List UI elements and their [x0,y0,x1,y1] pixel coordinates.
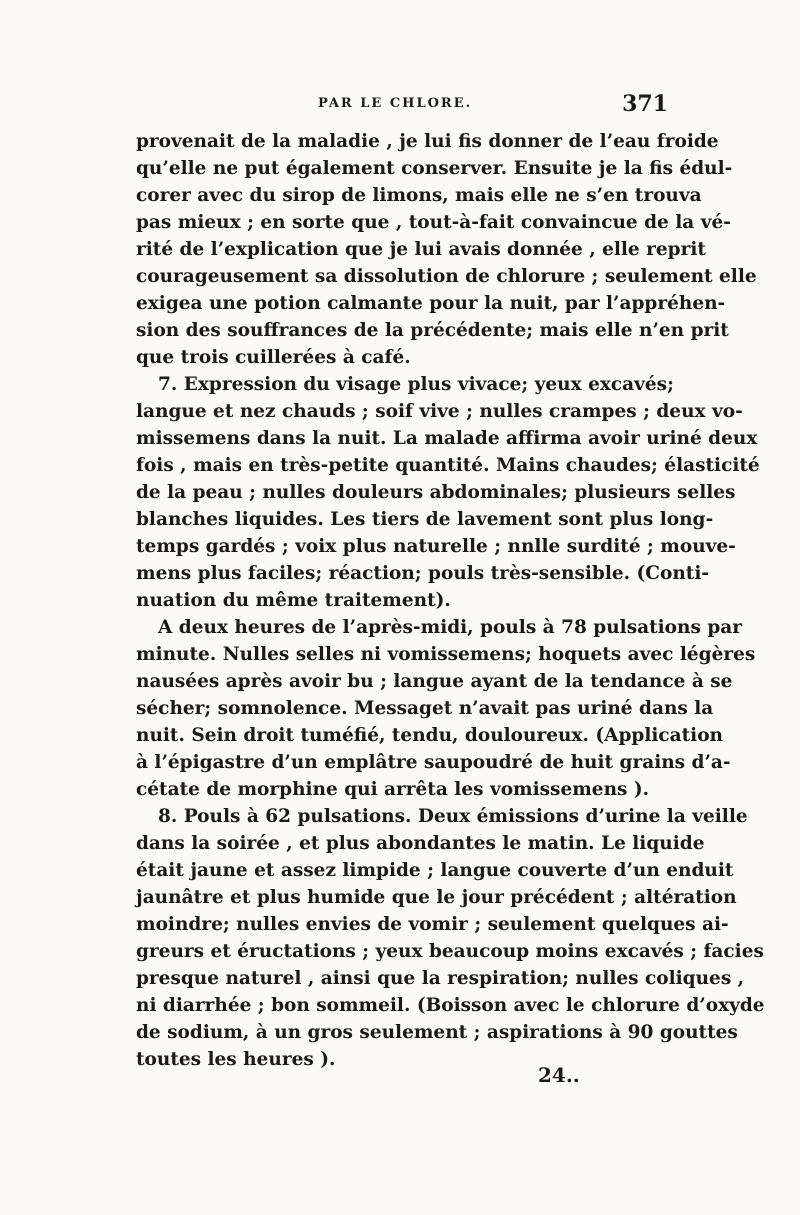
text-line: était jaune et assez limpide ; langue couverte d’un enduit [136,860,734,881]
text-line: courageusement sa dissolution de chlorure ; seulement elle [136,266,757,287]
text-line: qu’elle ne put également conserver. Ensuite je la fis édul- [136,158,733,179]
body-text [136,128,765,1073]
text-line: fois , mais en très-petite quantité. Mains chaudes; élasticité [136,455,760,476]
paragraph-start-line: 7. Expression du visage plus vivace; yeux excavés; [158,374,674,395]
text-line: sion des souffrances de la précédente; mais elle n’en prit [136,320,729,341]
text-line: toutes les heures ). [136,1049,336,1070]
text-line: cétate de morphine qui arrêta les vomissemens ). [136,779,650,800]
text-line: provenait de la maladie , je lui fis donner de l’eau froide [136,131,719,152]
text-line: sécher; somnolence. Messaget n’avait pas uriné dans la [136,698,714,719]
text-line: nuit. Sein droit tuméfié, tendu, douloureux. (Application [136,725,723,746]
running-title: PAR LE CHLORE. [318,96,473,111]
text-line: de sodium, à un gros seulement ; aspirations à 90 gouttes [136,1022,738,1043]
text-line: dans la soirée , et plus abondantes le matin. Le liquide [136,833,705,854]
signature-mark: 24.. [538,1063,580,1087]
text-line: mens plus faciles; réaction; pouls très-sensible. (Conti- [136,563,710,584]
text-line: temps gardés ; voix plus naturelle ; nnlle surdité ; mouve- [136,536,736,557]
text-line: moindre; nulles envies de vomir ; seulement quelques ai- [136,914,729,935]
paragraph-start-line: A deux heures de l’après-midi, pouls à 78 pulsations par [158,617,742,638]
text-line: greurs et éructations ; yeux beaucoup moins excavés ; facies [136,941,764,962]
text-line: de la peau ; nulles douleurs abdominales; plusieurs selles [136,482,736,503]
text-line: exigea une potion calmante pour la nuit, par l’appréhen- [136,293,726,314]
text-line: corer avec du sirop de limons, mais elle ne s’en trouva [136,185,702,206]
text-line: jaunâtre et plus humide que le jour précédent ; altération [136,887,737,908]
text-line: rité de l’explication que je lui avais donnée , elle reprit [136,239,706,260]
text-line: nausées après avoir bu ; langue ayant de la tendance à se [136,671,733,692]
page-header [138,91,670,124]
text-line: missemens dans la nuit. La malade affirma avoir uriné deux [136,428,758,449]
text-line: blanches liquides. Les tiers de lavement sont plus long- [136,509,714,530]
text-line: minute. Nulles selles ni vomissemens; hoquets avec légères [136,644,756,665]
page-number: 371 [622,91,668,117]
text-line: langue et nez chauds ; soif vive ; nulles crampes ; deux vo- [136,401,743,422]
text-line: que trois cuillerées à café. [136,347,411,368]
paragraph-start-line: 8. Pouls à 62 pulsations. Deux émissions d’urine la veille [158,806,748,827]
text-line: ni diarrhée ; bon sommeil. (Boisson avec le chlorure d’oxyde [136,995,765,1016]
text-line: nuation du même traitement). [136,590,451,611]
text-line: à l’épigastre d’un emplâtre saupoudré de huit grains d’a- [136,752,731,773]
text-line: pas mieux ; en sorte que , tout-à-fait convaincue de la vé- [136,212,731,233]
text-line: presque naturel , ainsi que la respiration; nulles coliques , [136,968,745,989]
